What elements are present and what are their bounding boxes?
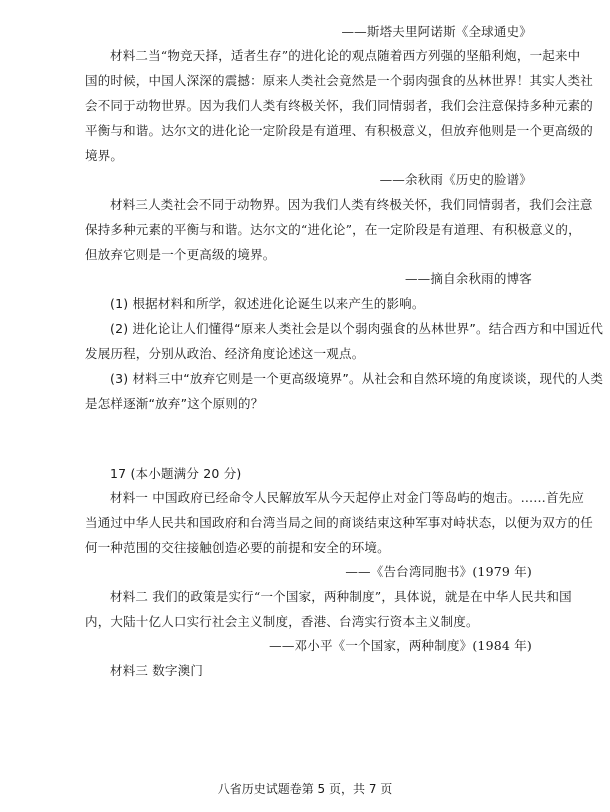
q17-material1-line-2: 当通过中华人民共和国政府和台湾当局之间的商谈结束这种军事对峙状态，以便为双方的任 xyxy=(85,515,594,530)
material2-line-5: 境界。 xyxy=(85,148,124,163)
q17-material1-line-3: 何一种范围的交往接触创造必要的前提和安全的环境。 xyxy=(85,540,390,555)
material2-source: ——余秋雨《历史的脸谱》 xyxy=(379,172,532,187)
question-2-line-1: (2) 进化论让人们懂得“原来人类社会是以个弱肉强食的丛林世界”。结合西方和中国近代 xyxy=(110,321,604,336)
material2-line-3: 会不同于动物世界。因为我们人类有终极关怀，我们同情弱者，我们会注意保持多种元素的 xyxy=(85,98,594,113)
material3-line-2: 保持多种元素的平衡与和谐。达尔文的“进化论”，在一定阶段是有道理、有积极意义的， xyxy=(85,222,581,237)
question-17-heading: 17 (本小题满分 20 分) xyxy=(110,466,242,481)
q17-material2-line-2: 内，大陆十亿人口实行社会主义制度，香港、台湾实行资本主义制度。 xyxy=(85,614,479,629)
material3-line-3: 但放弃它则是一个更高级的境界。 xyxy=(85,247,276,262)
source-quanqiu-tongshi: ——斯塔夫里阿诺斯《全球通史》 xyxy=(341,24,532,39)
q17-material2-source: ——邓小平《一个国家，两种制度》(1984 年) xyxy=(269,638,532,653)
q17-material1-line-1: 材料一 中国政府已经命令人民解放军从今天起停止对金门等岛屿的炮击。……首先应 xyxy=(110,490,585,505)
material3-source: ——摘自余秋雨的博客 xyxy=(404,271,532,286)
material3-line-1: 材料三人类社会不同于动物界。因为我们人类有终极关怀，我们同情弱者，我们会注意 xyxy=(110,197,593,212)
q17-material1-source: ——《告台湾同胞书》(1979 年) xyxy=(345,564,532,579)
material2-line-4: 平衡与和谐。达尔文的进化论一定阶段是有道理、有积极意义，但放弃他则是一个更高级的 xyxy=(85,123,594,138)
material2-line-2: 国的时候，中国人深深的震撼：原来人类社会竟然是一个弱肉强食的丛林世界！其实人类社 xyxy=(85,73,594,88)
question-3-line-1: (3) 材料三中“放弃它则是一个更高级境界”。从社会和自然环境的角度谈谈，现代的人类 xyxy=(110,371,604,386)
page-footer: 八省历史试题卷第 5 页，共 7 页 xyxy=(217,782,393,796)
material2-line-1: 材料二当“物竞天择，适者生存”的进化论的观点随着西方列强的坚船利炮，一起来中 xyxy=(110,48,581,63)
q17-material3-title: 材料三 数字澳门 xyxy=(110,663,204,678)
q17-material2-line-1: 材料二 我们的政策是实行“一个国家，两种制度”，具体说，就是在中华人民共和国 xyxy=(110,589,572,604)
question-1: (1) 根据材料和所学，叙述进化论诞生以来产生的影响。 xyxy=(110,296,425,311)
question-2-line-2: 发展历程，分别从政治、经济角度论述这一观点。 xyxy=(85,346,365,361)
question-3-line-2: 是怎样逐渐“放弃”这个原则的？ xyxy=(85,396,264,411)
